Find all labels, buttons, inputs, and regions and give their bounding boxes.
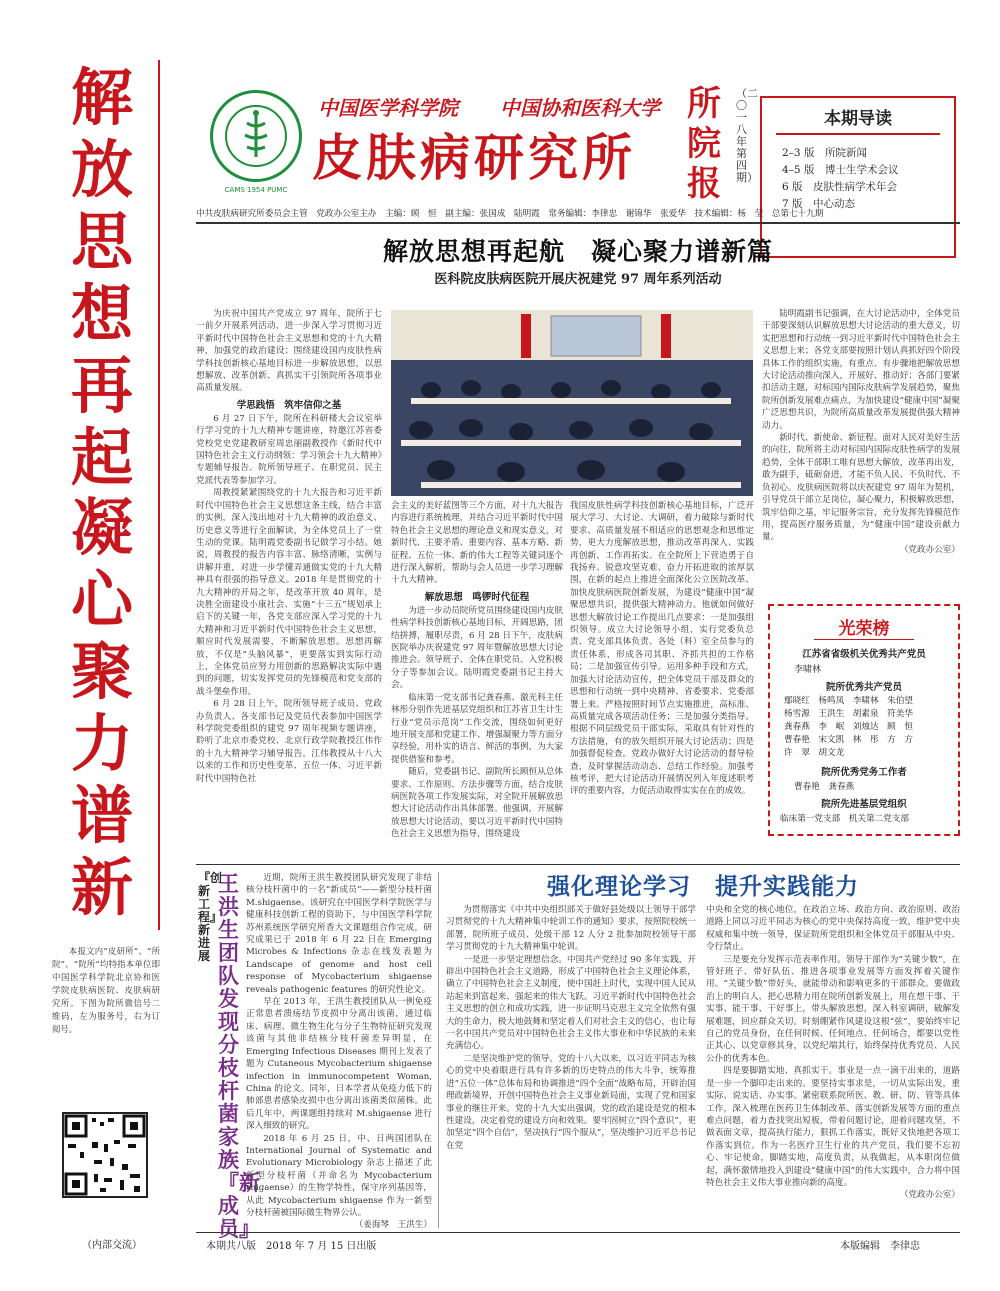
- paragraph: 为庆祝中国共产党成立 97 周年，院所于七一前夕开展系列活动，进一步深入学习贯彻习近平新时代中国特色社会主义思想和党的十九大精神，加强党的政治建设；围绕建设国内皮肤性病学科技创新核心基地目标进一步解放思想，以思想解放、改革创新、真抓实干引领院所各项事业高质量发展。: [196, 309, 382, 394]
- section-divider: [196, 864, 960, 865]
- footer-center: 本期共八版 2018 年 7 月 15 日出版: [206, 1241, 377, 1252]
- paragraph: 近期，院所王洪生教授团队研究发现了非结核分枝杆菌中的一名“新成员”——新型分枝杆菌 M.shigaense。该研究在中国医学科学院医学与健康科技创新工程的资助下，与中国医学科学院苏州系统医学研究所香大文课题组合作完成，研究成果已于 2018 年 6 月 22 日在 Emerging Microbes & Infections 杂志在线发表题为 Landscape of genome and host cell response of Mycobacterium shigaense reveals pathogenic features 的研究性论文。: [246, 873, 432, 995]
- vertical-slogan: [62, 62, 142, 922]
- theory-headline: 强化理论学习 提升实践能力: [547, 873, 859, 900]
- slogan-line-1: 解放思想再起: [70, 62, 133, 492]
- institute-logo: [210, 90, 302, 182]
- staff-line: 中共皮肤病研究所委员会主管 党政办公室主办 主编：顾 恒 副主编：张国成 陆明霞 常务编辑：李律忠 谢锦华 张爱华 技术编辑：杨 莹 总第七十九期: [196, 209, 824, 219]
- hong-kicker: 『创新工程』新进展: [198, 871, 223, 963]
- hong-title: 王洪生团队发现分枝杆菌家族『新成员』: [218, 871, 260, 1241]
- meeting-photo: [391, 310, 753, 496]
- footer-divider: [196, 1232, 960, 1233]
- lead-col-4: [762, 308, 960, 598]
- lead-subhead: 医科院皮肤病医院开展庆祝建党 97 周年系列活动: [434, 272, 722, 287]
- paragraph: 四是要脚踏实地、真抓实干。事业是一点一滴干出来的，道路是一步一个脚印走出来的。要坚持实事求是，一切从实际出发，重实际、说实话、办实事。紧密联系院所医、教、研、防、管等具体工作，深入梳理在医药卫生体制改革、落实创新发展等方面的重点难点问题，着力查找突出短板，带着问题讨论，迎着问题攻坚，不做表面文章，提高执行能力，狠抓工作落实，既好又快地把各项工作落实到位。作为一名医疗卫生行业的共产党员，我们要不忘初心、牢记使命，脚踏实地，高度负责，从我做起，从本职岗位做起，满怀激情地投入到建设“健康中国”的伟大实践中，合力将中国特色社会主义伟大事业推向新的高度。: [706, 1066, 960, 1188]
- issue-number: （二〇一八年第四期）: [736, 87, 758, 184]
- toc-item[interactable]: 2–3 版 所院新闻: [782, 147, 867, 159]
- honor-names: 许 翠 胡文龙: [784, 748, 845, 758]
- logo-caption: CAMS 1954 PUMC: [224, 186, 288, 194]
- paragraph: 6 月 27 日下午，院所在科研楼大会议室举行学习党的十九大精神专题讲座，特邀江苏省委党校党史党建教研室周忠丽副教授作《新时代中国特色社会主义行动纲领：学习领会十九大精神》专题辅导报告。院所领导班子、在职党员、民主党派代表等参加学习。: [196, 413, 382, 486]
- toc-item[interactable]: 4–5 版 博士生学术会议: [782, 164, 899, 176]
- column-rule: [438, 872, 439, 1228]
- lead-col-3: [570, 500, 754, 860]
- honor-names: 鄢晓红 杨鸣凤 李啸林 朱伯望: [784, 696, 913, 706]
- paragraph: 早在 2013 年，王洪生教授团队从一例免疫正常患者溃疡结节皮损中分离出该菌，通过临床、病理、微生物生化与分子生物特征研究发现该菌与其他非结核分枝杆菌差异明显，在 Emerging Infectious Diseases 期刊上发表了题为 Cutaneous Mycobacterium shigaense infection in immunocompetent Woman, China 的论文。同年，日本学者从免疫力低下的肺部患者感染皮损中也分离出该菌类似菌株。此后几年中，两课题组持续对 M.shigaense 进行深入细致的研究。: [246, 997, 432, 1132]
- theory-col-1: [446, 904, 696, 1230]
- paragraph: 临床第一党支部书记龚春燕、激光科主任林彤分别作先进基层党组织和江苏省卫生计生行业“党员示范岗”工作交流，围绕如何更好地开展支部和党建工作、增强凝聚力等方面分享经验，用朴实的语言、鲜活的事例，为大家提供借鉴和参考。: [391, 692, 563, 765]
- section-subhead: 解放思想 鸣锣时代征程: [424, 591, 530, 603]
- footer-right: 本版编辑 李律忠: [840, 1241, 920, 1252]
- masthead-divider: [196, 222, 960, 224]
- toc-item[interactable]: 6 版 皮肤性病学术年会: [782, 181, 898, 193]
- honor-category: 院所先进基层党组织: [821, 799, 907, 810]
- honor-names: 曹春艳 宋文凯 林 彤 方 方: [784, 735, 913, 745]
- signoff: （姜海琴 王洪生）: [354, 1220, 432, 1231]
- paragraph: 我国皮肤性病学科技创新核心基地目标，广泛开展大学习、大讨论、大调研，着力破除与新时代要求、高质量发展不相适应的思想观念和思维定势，更大力度解放思想，推动改革再深入、实践再创新、工作再拓实。在全院所上下营造勇于自我扬弃、锐意攻坚克难、奋力开拓进取的浓厚氛围，在新的起点上推进全面深化公立医院改革、加快皮肤病医院创新发展，为建设“健康中国”凝聚思想共识，提供强大精神动力。他就如何做好思想大解放讨论工作提出几点要求：一是加强组织领导。成立大讨论领导小组，实行党委负总责、党支部具体负责、各处（科）室全员参与的责任体系，形成各司其职、齐抓共担的工作格局；二是加强宣传引导。运用多种手段和方式，加强大讨论活动宣传，把全体党员干部及群众的思想和行动统一到中央精神、省委要求、党委部署上来。严格按照时间节点实施推进，高标准、高质量完成各项活动任务；三是加强分类指导。根据不同层级党员干部实际，采取具有针对性的方法措施，有的放矢组织开展大讨论活动；四是加强督促检查。党政办做好大讨论活动的督导检查，及时掌握活动动态、总结工作经验。加强考核考评，把大讨论活动开展情况列入年度述职考评的重要内容，力促活动取得实实在在的成效。: [570, 501, 754, 797]
- signoff: （党政办公室）: [899, 1190, 960, 1201]
- paragraph: 陆明霞副书记强调，在大讨论活动中，全体党员干部要深刻认识解放思想大讨论活动的重大意义，切实把思想和行动统一到习近平新时代中国特色社会主义思想上来；各党支部要按照计划认真抓好四个阶段具体工作的组织实施，有重点、有步骤地把解放思想大讨论活动推向深入，开展好、推动好；各部门要紧扣活动主题，对标国内国际皮肤病学发展趋势，聚焦院所创新发展难点痛点，为加快建设“健康中国”凝聚广泛思想共识，为院所高质量改革发展提供强大精神动力。: [762, 309, 960, 431]
- qr-pattern-icon: [64, 1114, 146, 1196]
- paragraph: 6 月 28 日上午，院所领导班子成员、党政办负责人、各支部书记及党员代表参加中国医学科学院党委组织的建党 97 周年视频专题讲座，聆听了北京市委党校、北京行政学院教授江伟作的十九大精神学习辅导报告。江伟教授从十八大以来的工作和历史性变革、五位一体、习近平新时代中国特色社: [196, 699, 382, 784]
- lead-headline: 解放思想再起航 凝心聚力谱新篇: [382, 237, 773, 266]
- paper-suffix: 所院报: [687, 84, 721, 204]
- paragraph: 会主义的美好蓝图等三个方面，对十九大报告内容进行系统梳理，并结合习近平新时代中国特色社会主义思想的理论意义和现实意义，对新时代、主要矛盾、重要内容、基本方略、新征程、五位一体、新的伟大工程等关键词逐个进行深入解析，帮助与会人员进一步学习理解十九大精神。: [391, 501, 563, 586]
- honor-category: 江苏省省级机关优秀共产党员: [802, 649, 926, 660]
- honor-names: 龚春燕 李 岷 刘烛达 顾 恒: [784, 722, 913, 732]
- signoff: （党政办公室）: [899, 544, 960, 555]
- paragraph: 为贯彻落实《中共中央组织部关于做好县处级以上领导干部学习贯彻党的十九大精神集中轮训工作的通知》要求，按照院校统一部署，院所班子成员、处级干部 12 人分 2 批参加院校领导干部学习贯彻党的十九大精神集中轮训。: [446, 905, 696, 953]
- honor-roll: [768, 604, 960, 836]
- paragraph: 随后，党委副书记、副院所长顾恒从总体要求、工作原则、方法步骤等方面，结合皮肤病医院各项工作发展实际，对全院开展解放思想大讨论活动作出具体部署。他强调，开展解放思想大讨论活动，要以习近平新时代中国特色社会主义思想为指导，围绕建设: [391, 767, 563, 840]
- paragraph: 中央和全党的核心地位，在政治立场、政治方向、政治原则、政治道路上同以习近平同志为核心的党中央保持高度一致，维护党中央权威和集中统一领导，保证院所党组织和全体党员干部服从中央、令行禁止。: [706, 905, 960, 953]
- paragraph: 一是进一步坚定理想信念。中国共产党经过 90 多年实践，开辟出中国特色社会主义道路，形成了中国特色社会主义理论体系，确立了中国特色社会主义制度，使中国赶上时代，实现中国人民从站起来到富起来、强起来的伟大飞跃。习近平新时代中国特色社会主义思想的创立和成功实践，进一步证明马克思主义完全依然有强大的生命力，极大地鼓舞和坚定着人们对社会主义的信心，也让每一名中国共产党员对中国特色社会主义伟大事业和中华民族的未来充满信心。: [446, 954, 696, 1052]
- hong-body: [246, 872, 432, 1232]
- logo-emblem-icon: [213, 93, 299, 179]
- lead-col-1: [196, 308, 382, 860]
- slogan-line-2: 凝心聚力谱新: [70, 492, 133, 922]
- toc-item[interactable]: 7 版 中心动态: [782, 198, 856, 210]
- institution-2: 中国协和医科大学: [500, 96, 660, 120]
- section-subhead: 学思践悟 筑牢信仰之基: [236, 399, 342, 411]
- left-note: 本报文内“皮研所”、“所院”、“院所”均特指本单位即中国医学科学院北京协和医学院皮肤病医院、皮肤病研究所。下图为院所微信号二维码，左为服务号，右为订阅号。: [52, 946, 160, 1034]
- paragraph: 三是要充分发挥示范表率作用。领导干部作为“关键少数”，在管好班子、带好队伍、推进各项事业发展等方面发挥着关键作用。“关键少数”带好头，就能带动和影响更多的干部群众。要做政治上的明白人，把心思精力用在院所创新发展上，用在想干事、干实事、能干事、干好事上，带头解放思想，深入科室调研，破解发展难题，回应群众关切。时刻绷紧作风建设这根“弦”，要始终牢记自己的党员身份，在任何时候、任何地点、任何场合，都要以党性正其心、以党章修其身，以党纪端其行，始终保持优秀党员、人民公仆的优秀本色。: [706, 954, 960, 1064]
- honor-names: 杨雪源 王洪生 胡素泉 符美华: [784, 709, 913, 719]
- theory-col-2: [706, 904, 960, 1230]
- qr-code-2[interactable]: [62, 1112, 148, 1198]
- honor-names: 李啸林: [794, 665, 822, 675]
- lead-col-2: [391, 500, 563, 860]
- honor-names: 临床第一党支部 机关第二党支部: [780, 814, 909, 824]
- paper-name: 皮肤病研究所: [312, 128, 636, 187]
- paragraph: 二是坚决维护党的领导。党的十八大以来，以习近平同志为核心的党中央着眼进行具有许多新的历史特点的伟大斗争，统筹推进“五位一体”总体布局和协调推进“四个全面”战略布局，开辟治国理政新境界，开创中国特色社会主义事业新局面，实现了党和国家事业的继往开来。党的十九大实出强调，党的政治建设是党的根本性建设，决定着党的建设方向和效果。要牢固树立“四个意识”，更加坚定“四个自信”，坚决执行“四个服从”，坚决维护习近平总书记在党: [446, 1053, 696, 1151]
- footer-left: （内部交流）: [82, 1240, 142, 1251]
- paragraph: 周教授紧紧围绕党的十九大报告和习近平新时代中国特色社会主义思想这条主线，结合丰富的实例，深入浅出地对十九大精神的政治意义、历史意义等进行全面解读，为全体党员上了一堂生动的党课。陆明霞党委副书记做学习小结。她说，周教授的报告内容丰富、脉络清晰，实例与讲解并重，对进一步学懂弄通做实党的十九大精神具有很强的指导意义。2018 年是贯彻党的十九大精神的开局之年，是改革开放 40 周年，是决胜全面建设小康社会、实施“十三五”规划承上启下的关键一年，各党支部应深入学习党的十九大精神和习近平新时代中国特色社会主义思想，顺应时代发展需要，不断解放思想。思想再解放，不仅是“头脑风暴”，更要落实到实际行动上，全体党员应努力用创新的思路解决实际中遇到的问题，切实发挥党员的先锋模范和党支部的战斗堡垒作用。: [196, 488, 382, 697]
- honor-category: 院所优秀共产党员: [825, 682, 902, 693]
- honor-roll-title: 光荣榜: [814, 614, 914, 640]
- paragraph: 为进一步动员院所党员围绕建设国内皮肤性病学科技创新核心基地目标，开阔思路，团结拼搏，履职尽责，6 月 28 日下午，皮肤病医院举办庆祝建党 97 周年暨解放思想大讨论推进会。领导班子、全体在职党员、入党积极分子等参加会议。陆明霞党委副书记主持大会。: [391, 605, 563, 691]
- photo-illustration: [391, 310, 753, 496]
- paragraph: 2018 年 6 月 25 日，中、日两国团队在 International Journal of Systematic and Evolutionary Microbiology 杂志上描述了此新型分枝杆菌（并命名为 Mycobacterium shigaense）的生物学特性，保守序列基因等，从此 Mycobacterium shigaense 作为一新型分枝杆菌被国际微生物界公认。: [246, 1133, 432, 1218]
- paragraph: 新时代、新使命、新征程。面对人民对美好生活的向往，院所将主动对标国内国际皮肤性病学的发展趋势，全体干部职工唯有思想大解放，改革再出发，敢为副手，砥砺奋进，才能不负人民、不负时代、不负初心。皮肤病医院将以庆祝建党 97 周年为契机，引导党员干部立足岗位，凝心聚力，积极解放思想，筑牢信仰之基，牢记服务宗旨，充分发挥先锋模范作用，提高医疗服务质量，为“健康中国”建设贡献力量。: [762, 433, 960, 543]
- honor-category: 院所优秀党务工作者: [821, 767, 907, 778]
- toc-title: 本期导读: [776, 104, 940, 135]
- institution-1: 中国医学科学院: [318, 96, 458, 120]
- honor-names: 曹春艳 龚春燕: [794, 782, 855, 792]
